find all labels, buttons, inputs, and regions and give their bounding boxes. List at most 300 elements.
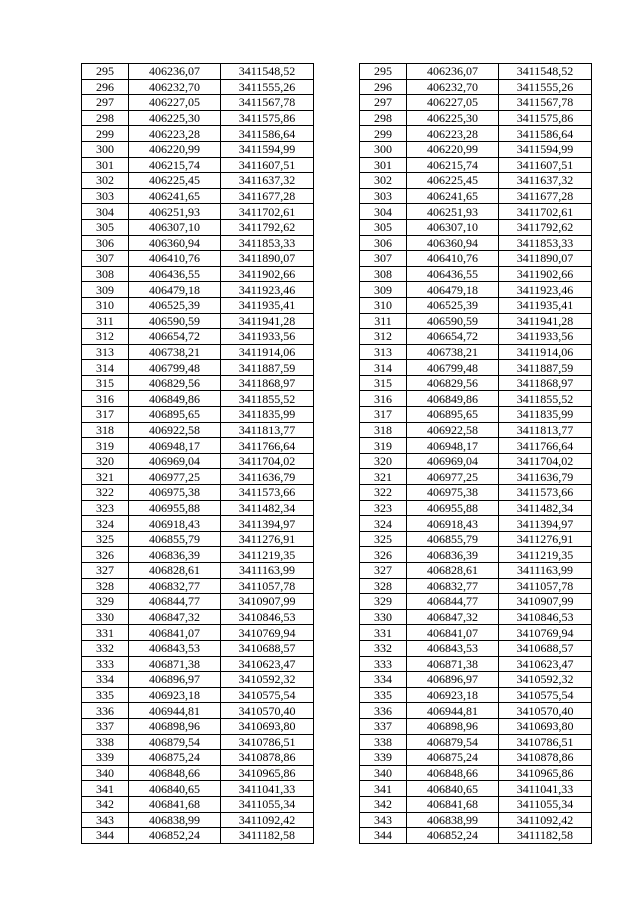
right-y-coordinate-cell: 3410907,99 — [499, 594, 592, 610]
column-gap — [314, 765, 360, 781]
left-x-coordinate-cell: 406654,72 — [129, 329, 221, 345]
right-point-number-cell: 310 — [360, 297, 407, 313]
left-point-number-cell: 297 — [82, 95, 129, 111]
right-point-number-cell: 321 — [360, 469, 407, 485]
table-row — [82, 219, 592, 235]
table-row — [82, 828, 592, 844]
column-gap — [314, 391, 360, 407]
right-point-number-cell: 335 — [360, 687, 407, 703]
right-x-coordinate-cell: 406236,07 — [407, 64, 499, 80]
left-point-number-cell: 307 — [82, 251, 129, 267]
table-row — [82, 438, 592, 454]
left-point-number-cell: 306 — [82, 235, 129, 251]
left-y-coordinate-cell: 3411041,33 — [221, 781, 314, 797]
column-gap — [314, 204, 360, 220]
right-x-coordinate-cell: 406923,18 — [407, 687, 499, 703]
right-y-coordinate-cell: 3411853,33 — [499, 235, 592, 251]
left-y-coordinate-cell: 3411887,59 — [221, 360, 314, 376]
table-row — [82, 718, 592, 734]
table-row — [82, 578, 592, 594]
column-gap — [314, 531, 360, 547]
right-y-coordinate-cell: 3410786,51 — [499, 734, 592, 750]
table-row — [82, 485, 592, 501]
right-x-coordinate-cell: 406849,86 — [407, 391, 499, 407]
table-row — [82, 765, 592, 781]
right-point-number-cell: 338 — [360, 734, 407, 750]
column-gap — [314, 188, 360, 204]
right-point-number-cell: 344 — [360, 828, 407, 844]
column-gap — [314, 672, 360, 688]
column-gap — [314, 703, 360, 719]
right-point-number-cell: 343 — [360, 812, 407, 828]
table-row — [82, 79, 592, 95]
right-point-number-cell: 331 — [360, 625, 407, 641]
right-x-coordinate-cell: 406847,32 — [407, 609, 499, 625]
left-y-coordinate-cell: 3411636,79 — [221, 469, 314, 485]
column-gap — [314, 95, 360, 111]
left-x-coordinate-cell: 406898,96 — [129, 718, 221, 734]
right-x-coordinate-cell: 406220,99 — [407, 141, 499, 157]
table-row — [82, 95, 592, 111]
right-x-coordinate-cell: 406841,68 — [407, 796, 499, 812]
right-point-number-cell: 327 — [360, 563, 407, 579]
right-y-coordinate-cell: 3410965,86 — [499, 765, 592, 781]
right-point-number-cell: 296 — [360, 79, 407, 95]
right-x-coordinate-cell: 406840,65 — [407, 781, 499, 797]
table-row — [82, 687, 592, 703]
right-x-coordinate-cell: 406251,93 — [407, 204, 499, 220]
left-x-coordinate-cell: 406923,18 — [129, 687, 221, 703]
left-x-coordinate-cell: 406236,07 — [129, 64, 221, 80]
left-x-coordinate-cell: 406922,58 — [129, 422, 221, 438]
column-gap — [314, 407, 360, 423]
left-point-number-cell: 328 — [82, 578, 129, 594]
right-point-number-cell: 307 — [360, 251, 407, 267]
right-x-coordinate-cell: 406977,25 — [407, 469, 499, 485]
left-x-coordinate-cell: 406918,43 — [129, 516, 221, 532]
left-point-number-cell: 298 — [82, 110, 129, 126]
left-x-coordinate-cell: 406410,76 — [129, 251, 221, 267]
table-row — [82, 469, 592, 485]
left-point-number-cell: 321 — [82, 469, 129, 485]
left-y-coordinate-cell: 3410846,53 — [221, 609, 314, 625]
left-x-coordinate-cell: 406360,94 — [129, 235, 221, 251]
table-row — [82, 750, 592, 766]
table-row — [82, 173, 592, 189]
right-point-number-cell: 305 — [360, 219, 407, 235]
left-y-coordinate-cell: 3410693,80 — [221, 718, 314, 734]
table-row — [82, 391, 592, 407]
left-y-coordinate-cell: 3411637,32 — [221, 173, 314, 189]
right-x-coordinate-cell: 406841,07 — [407, 625, 499, 641]
table-row — [82, 329, 592, 345]
left-point-number-cell: 333 — [82, 656, 129, 672]
left-y-coordinate-cell: 3411567,78 — [221, 95, 314, 111]
right-point-number-cell: 340 — [360, 765, 407, 781]
table-row — [82, 594, 592, 610]
right-y-coordinate-cell: 3411057,78 — [499, 578, 592, 594]
column-gap — [314, 360, 360, 376]
right-y-coordinate-cell: 3410693,80 — [499, 718, 592, 734]
right-y-coordinate-cell: 3411868,97 — [499, 375, 592, 391]
left-y-coordinate-cell: 3411594,99 — [221, 141, 314, 157]
left-x-coordinate-cell: 406955,88 — [129, 500, 221, 516]
left-point-number-cell: 342 — [82, 796, 129, 812]
left-y-coordinate-cell: 3411677,28 — [221, 188, 314, 204]
left-y-coordinate-cell: 3410965,86 — [221, 765, 314, 781]
right-point-number-cell: 301 — [360, 157, 407, 173]
column-gap — [314, 157, 360, 173]
table-row — [82, 547, 592, 563]
column-gap — [314, 453, 360, 469]
table-row — [82, 407, 592, 423]
column-gap — [314, 282, 360, 298]
right-x-coordinate-cell: 406948,17 — [407, 438, 499, 454]
left-y-coordinate-cell: 3410878,86 — [221, 750, 314, 766]
left-x-coordinate-cell: 406847,32 — [129, 609, 221, 625]
right-x-coordinate-cell: 406875,24 — [407, 750, 499, 766]
right-y-coordinate-cell: 3411055,34 — [499, 796, 592, 812]
left-y-coordinate-cell: 3410786,51 — [221, 734, 314, 750]
left-x-coordinate-cell: 406223,28 — [129, 126, 221, 142]
left-point-number-cell: 343 — [82, 812, 129, 828]
right-point-number-cell: 332 — [360, 640, 407, 656]
right-point-number-cell: 328 — [360, 578, 407, 594]
column-gap — [314, 329, 360, 345]
left-y-coordinate-cell: 3411092,42 — [221, 812, 314, 828]
right-point-number-cell: 320 — [360, 453, 407, 469]
left-y-coordinate-cell: 3411394,97 — [221, 516, 314, 532]
right-x-coordinate-cell: 406896,97 — [407, 672, 499, 688]
left-point-number-cell: 326 — [82, 547, 129, 563]
column-gap — [314, 173, 360, 189]
left-y-coordinate-cell: 3411935,41 — [221, 297, 314, 313]
right-x-coordinate-cell: 406848,66 — [407, 765, 499, 781]
table-row — [82, 360, 592, 376]
column-gap — [314, 734, 360, 750]
left-x-coordinate-cell: 406948,17 — [129, 438, 221, 454]
left-point-number-cell: 338 — [82, 734, 129, 750]
left-x-coordinate-cell: 406969,04 — [129, 453, 221, 469]
left-point-number-cell: 331 — [82, 625, 129, 641]
right-point-number-cell: 337 — [360, 718, 407, 734]
left-y-coordinate-cell: 3411941,28 — [221, 313, 314, 329]
left-y-coordinate-cell: 3411792,62 — [221, 219, 314, 235]
left-point-number-cell: 329 — [82, 594, 129, 610]
left-point-number-cell: 310 — [82, 297, 129, 313]
right-y-coordinate-cell: 3411482,34 — [499, 500, 592, 516]
left-x-coordinate-cell: 406832,77 — [129, 578, 221, 594]
column-gap — [314, 578, 360, 594]
right-point-number-cell: 306 — [360, 235, 407, 251]
column-gap — [314, 609, 360, 625]
right-y-coordinate-cell: 3411935,41 — [499, 297, 592, 313]
table-row — [82, 703, 592, 719]
left-point-number-cell: 330 — [82, 609, 129, 625]
left-point-number-cell: 296 — [82, 79, 129, 95]
left-y-coordinate-cell: 3411586,64 — [221, 126, 314, 142]
right-x-coordinate-cell: 406871,38 — [407, 656, 499, 672]
left-y-coordinate-cell: 3411853,33 — [221, 235, 314, 251]
left-x-coordinate-cell: 406829,56 — [129, 375, 221, 391]
left-y-coordinate-cell: 3410575,54 — [221, 687, 314, 703]
left-x-coordinate-cell: 406836,39 — [129, 547, 221, 563]
left-y-coordinate-cell: 3411868,97 — [221, 375, 314, 391]
column-gap — [314, 750, 360, 766]
right-y-coordinate-cell: 3410623,47 — [499, 656, 592, 672]
right-y-coordinate-cell: 3411702,61 — [499, 204, 592, 220]
right-x-coordinate-cell: 406215,74 — [407, 157, 499, 173]
coordinates-table — [81, 63, 592, 844]
right-x-coordinate-cell: 406232,70 — [407, 79, 499, 95]
column-gap — [314, 219, 360, 235]
column-gap — [314, 266, 360, 282]
table-row — [82, 812, 592, 828]
right-y-coordinate-cell: 3410878,86 — [499, 750, 592, 766]
right-y-coordinate-cell: 3411182,58 — [499, 828, 592, 844]
right-point-number-cell: 315 — [360, 375, 407, 391]
left-point-number-cell: 332 — [82, 640, 129, 656]
table-row — [82, 266, 592, 282]
right-point-number-cell: 313 — [360, 344, 407, 360]
table-row — [82, 500, 592, 516]
left-point-number-cell: 341 — [82, 781, 129, 797]
left-point-number-cell: 311 — [82, 313, 129, 329]
left-x-coordinate-cell: 406225,45 — [129, 173, 221, 189]
right-y-coordinate-cell: 3411923,46 — [499, 282, 592, 298]
right-point-number-cell: 299 — [360, 126, 407, 142]
left-x-coordinate-cell: 406738,21 — [129, 344, 221, 360]
right-y-coordinate-cell: 3411548,52 — [499, 64, 592, 80]
right-y-coordinate-cell: 3411394,97 — [499, 516, 592, 532]
column-gap — [314, 796, 360, 812]
left-x-coordinate-cell: 406227,05 — [129, 95, 221, 111]
left-x-coordinate-cell: 406841,07 — [129, 625, 221, 641]
left-x-coordinate-cell: 406977,25 — [129, 469, 221, 485]
right-y-coordinate-cell: 3411813,77 — [499, 422, 592, 438]
table-row — [82, 251, 592, 267]
left-y-coordinate-cell: 3411766,64 — [221, 438, 314, 454]
right-y-coordinate-cell: 3411276,91 — [499, 531, 592, 547]
table-row — [82, 656, 592, 672]
left-x-coordinate-cell: 406849,86 — [129, 391, 221, 407]
left-point-number-cell: 339 — [82, 750, 129, 766]
left-x-coordinate-cell: 406841,68 — [129, 796, 221, 812]
left-x-coordinate-cell: 406843,53 — [129, 640, 221, 656]
right-x-coordinate-cell: 406855,79 — [407, 531, 499, 547]
left-y-coordinate-cell: 3411704,02 — [221, 453, 314, 469]
column-gap — [314, 640, 360, 656]
left-y-coordinate-cell: 3411276,91 — [221, 531, 314, 547]
table-row — [82, 796, 592, 812]
right-x-coordinate-cell: 406895,65 — [407, 407, 499, 423]
right-y-coordinate-cell: 3411933,56 — [499, 329, 592, 345]
right-point-number-cell: 318 — [360, 422, 407, 438]
left-y-coordinate-cell: 3411219,35 — [221, 547, 314, 563]
right-point-number-cell: 304 — [360, 204, 407, 220]
right-y-coordinate-cell: 3411594,99 — [499, 141, 592, 157]
left-x-coordinate-cell: 406828,61 — [129, 563, 221, 579]
left-y-coordinate-cell: 3411923,46 — [221, 282, 314, 298]
table-row — [82, 235, 592, 251]
right-x-coordinate-cell: 406844,77 — [407, 594, 499, 610]
left-y-coordinate-cell: 3411555,26 — [221, 79, 314, 95]
left-point-number-cell: 305 — [82, 219, 129, 235]
left-x-coordinate-cell: 406944,81 — [129, 703, 221, 719]
column-gap — [314, 687, 360, 703]
right-point-number-cell: 316 — [360, 391, 407, 407]
column-gap — [314, 828, 360, 844]
column-gap — [314, 313, 360, 329]
right-point-number-cell: 326 — [360, 547, 407, 563]
right-x-coordinate-cell: 406436,55 — [407, 266, 499, 282]
left-y-coordinate-cell: 3411607,51 — [221, 157, 314, 173]
coordinates-table-body — [82, 64, 592, 844]
right-x-coordinate-cell: 406969,04 — [407, 453, 499, 469]
left-point-number-cell: 315 — [82, 375, 129, 391]
right-y-coordinate-cell: 3411677,28 — [499, 188, 592, 204]
left-point-number-cell: 312 — [82, 329, 129, 345]
table-row — [82, 188, 592, 204]
left-x-coordinate-cell: 406307,10 — [129, 219, 221, 235]
right-x-coordinate-cell: 406975,38 — [407, 485, 499, 501]
left-x-coordinate-cell: 406251,93 — [129, 204, 221, 220]
column-gap — [314, 344, 360, 360]
left-point-number-cell: 323 — [82, 500, 129, 516]
table-row — [82, 625, 592, 641]
left-y-coordinate-cell: 3411482,34 — [221, 500, 314, 516]
right-point-number-cell: 303 — [360, 188, 407, 204]
right-x-coordinate-cell: 406241,65 — [407, 188, 499, 204]
right-y-coordinate-cell: 3411792,62 — [499, 219, 592, 235]
left-x-coordinate-cell: 406215,74 — [129, 157, 221, 173]
left-x-coordinate-cell: 406220,99 — [129, 141, 221, 157]
right-point-number-cell: 330 — [360, 609, 407, 625]
right-y-coordinate-cell: 3411636,79 — [499, 469, 592, 485]
right-point-number-cell: 314 — [360, 360, 407, 376]
left-point-number-cell: 325 — [82, 531, 129, 547]
right-x-coordinate-cell: 406918,43 — [407, 516, 499, 532]
left-y-coordinate-cell: 3411057,78 — [221, 578, 314, 594]
left-x-coordinate-cell: 406844,77 — [129, 594, 221, 610]
right-point-number-cell: 297 — [360, 95, 407, 111]
column-gap — [314, 235, 360, 251]
left-y-coordinate-cell: 3411573,66 — [221, 485, 314, 501]
left-y-coordinate-cell: 3411902,66 — [221, 266, 314, 282]
right-point-number-cell: 325 — [360, 531, 407, 547]
left-point-number-cell: 320 — [82, 453, 129, 469]
left-point-number-cell: 309 — [82, 282, 129, 298]
column-gap — [314, 438, 360, 454]
table-row — [82, 453, 592, 469]
left-x-coordinate-cell: 406838,99 — [129, 812, 221, 828]
column-gap — [314, 656, 360, 672]
left-y-coordinate-cell: 3411575,86 — [221, 110, 314, 126]
left-y-coordinate-cell: 3410570,40 — [221, 703, 314, 719]
left-point-number-cell: 322 — [82, 485, 129, 501]
left-y-coordinate-cell: 3411813,77 — [221, 422, 314, 438]
right-x-coordinate-cell: 406879,54 — [407, 734, 499, 750]
left-y-coordinate-cell: 3411548,52 — [221, 64, 314, 80]
right-y-coordinate-cell: 3411607,51 — [499, 157, 592, 173]
right-y-coordinate-cell: 3411704,02 — [499, 453, 592, 469]
table-row — [82, 609, 592, 625]
column-gap — [314, 469, 360, 485]
left-x-coordinate-cell: 406436,55 — [129, 266, 221, 282]
left-point-number-cell: 317 — [82, 407, 129, 423]
right-point-number-cell: 341 — [360, 781, 407, 797]
left-y-coordinate-cell: 3410623,47 — [221, 656, 314, 672]
right-x-coordinate-cell: 406836,39 — [407, 547, 499, 563]
right-y-coordinate-cell: 3410688,57 — [499, 640, 592, 656]
left-point-number-cell: 303 — [82, 188, 129, 204]
left-y-coordinate-cell: 3411182,58 — [221, 828, 314, 844]
left-x-coordinate-cell: 406879,54 — [129, 734, 221, 750]
left-y-coordinate-cell: 3411933,56 — [221, 329, 314, 345]
right-y-coordinate-cell: 3411575,86 — [499, 110, 592, 126]
left-point-number-cell: 335 — [82, 687, 129, 703]
left-y-coordinate-cell: 3410907,99 — [221, 594, 314, 610]
column-gap — [314, 79, 360, 95]
left-y-coordinate-cell: 3410592,32 — [221, 672, 314, 688]
left-x-coordinate-cell: 406875,24 — [129, 750, 221, 766]
left-point-number-cell: 344 — [82, 828, 129, 844]
left-y-coordinate-cell: 3410769,94 — [221, 625, 314, 641]
right-y-coordinate-cell: 3411890,07 — [499, 251, 592, 267]
left-point-number-cell: 337 — [82, 718, 129, 734]
left-y-coordinate-cell: 3411855,52 — [221, 391, 314, 407]
left-x-coordinate-cell: 406871,38 — [129, 656, 221, 672]
left-y-coordinate-cell: 3411163,99 — [221, 563, 314, 579]
table-row — [82, 282, 592, 298]
column-gap — [314, 485, 360, 501]
right-point-number-cell: 339 — [360, 750, 407, 766]
right-x-coordinate-cell: 406852,24 — [407, 828, 499, 844]
column-gap — [314, 516, 360, 532]
table-row — [82, 531, 592, 547]
left-point-number-cell: 295 — [82, 64, 129, 80]
right-x-coordinate-cell: 406955,88 — [407, 500, 499, 516]
table-row — [82, 563, 592, 579]
right-x-coordinate-cell: 406410,76 — [407, 251, 499, 267]
column-gap — [314, 422, 360, 438]
right-y-coordinate-cell: 3411573,66 — [499, 485, 592, 501]
left-point-number-cell: 313 — [82, 344, 129, 360]
table-row — [82, 672, 592, 688]
right-x-coordinate-cell: 406227,05 — [407, 95, 499, 111]
column-gap — [314, 297, 360, 313]
column-gap — [314, 563, 360, 579]
right-x-coordinate-cell: 406360,94 — [407, 235, 499, 251]
column-gap — [314, 64, 360, 80]
left-point-number-cell: 300 — [82, 141, 129, 157]
left-point-number-cell: 327 — [82, 563, 129, 579]
right-y-coordinate-cell: 3411855,52 — [499, 391, 592, 407]
column-gap — [314, 625, 360, 641]
table-row — [82, 516, 592, 532]
table-row — [82, 110, 592, 126]
right-y-coordinate-cell: 3411902,66 — [499, 266, 592, 282]
table-row — [82, 422, 592, 438]
left-point-number-cell: 316 — [82, 391, 129, 407]
right-y-coordinate-cell: 3411835,99 — [499, 407, 592, 423]
left-point-number-cell: 299 — [82, 126, 129, 142]
left-x-coordinate-cell: 406848,66 — [129, 765, 221, 781]
left-y-coordinate-cell: 3410688,57 — [221, 640, 314, 656]
left-point-number-cell: 302 — [82, 173, 129, 189]
column-gap — [314, 781, 360, 797]
table-row — [82, 313, 592, 329]
